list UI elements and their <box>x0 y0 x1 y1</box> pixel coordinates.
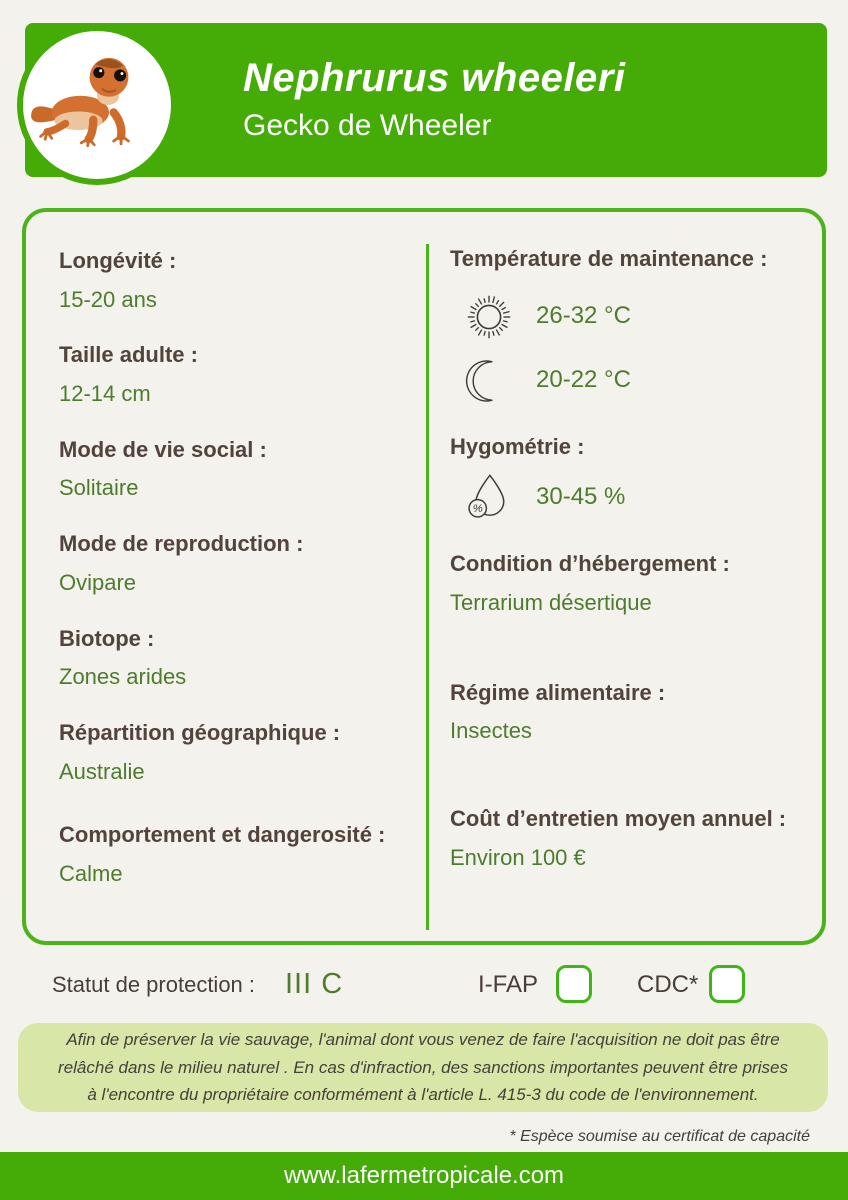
info-label: Longévité : <box>59 248 177 273</box>
info-value: 12-14 cm <box>59 381 151 407</box>
day-temperature-row <box>458 288 816 346</box>
header-text <box>243 56 625 143</box>
info-value: Calme <box>59 860 123 886</box>
protection-row <box>0 962 848 1010</box>
ifap-checkbox[interactable] <box>556 965 592 1003</box>
info-value: Australie <box>59 758 145 784</box>
sun-icon <box>458 288 520 346</box>
night-temperature-row <box>458 356 816 406</box>
housing-label: Condition d’hébergement : <box>450 551 730 577</box>
species-common-name: Gecko de Wheeler <box>243 109 492 142</box>
protection-status-label: Statut de protection : <box>52 972 256 997</box>
info-value: Solitaire <box>59 475 139 501</box>
info-value: 15-20 ans <box>59 286 157 312</box>
disclaimer-text: Afin de préserver la vie sauvage, l'animal dont vous venez de faire l'acquisition ne doit pas être relâché dans le milieu naturel . En cas d'infraction, des sanctions importantes peuvent être prises à l'encontre du propriétaire conformément à l'article L. 415-3 du code de l'environnement. <box>58 1030 788 1105</box>
disclaimer-box <box>18 1023 828 1112</box>
info-label: Taille adulte : <box>59 342 198 368</box>
night-temperature-value: 20-22 °C <box>536 366 631 394</box>
info-item-housing <box>450 549 816 617</box>
info-item-longevity <box>59 246 409 314</box>
protection-status-value: III C <box>285 968 344 1000</box>
info-label: Biotope : <box>59 625 155 651</box>
capacity-certificate-footnote: * Espèce soumise au certificat de capacité <box>509 1128 810 1145</box>
right-column <box>450 244 816 899</box>
column-divider <box>426 244 429 930</box>
cdc-checkbox[interactable] <box>709 965 745 1003</box>
day-temperature-value: 26-32 °C <box>536 302 631 330</box>
info-label: Mode de reproduction : <box>59 531 304 557</box>
info-label: Répartition géographique : <box>59 719 341 745</box>
diet-value: Insectes <box>450 718 532 744</box>
gecko-photo <box>23 30 171 180</box>
info-item-behaviour <box>59 820 409 888</box>
cost-label: Coût d’entretien moyen annuel : <box>450 806 787 832</box>
info-item-social-mode <box>59 435 409 503</box>
diet-label: Régime alimentaire : <box>450 679 666 705</box>
info-value: Ovipare <box>59 569 137 595</box>
info-item-geographic-range <box>59 718 409 786</box>
info-item-diet <box>450 678 816 746</box>
footer-bar <box>0 1152 848 1200</box>
hygrometry-value: 30-45 % <box>536 483 626 511</box>
info-item-reproduction <box>59 529 409 597</box>
species-photo-frame <box>17 25 177 185</box>
info-label: Mode de vie social : <box>59 436 267 462</box>
hygrometry-row <box>458 471 816 523</box>
info-item-biotope <box>59 624 409 692</box>
info-item-adult-size <box>59 340 409 408</box>
cost-value: Environ 100 € <box>450 844 586 870</box>
info-value: Zones arides <box>59 664 187 690</box>
moon-icon <box>458 356 520 406</box>
housing-value: Terrarium désertique <box>450 590 652 616</box>
left-column <box>59 246 409 915</box>
temperature-label: Température de maintenance : <box>450 246 768 271</box>
svg-text:%: % <box>472 503 483 516</box>
ifap-label: I-FAP <box>478 971 539 998</box>
footer-url[interactable]: www.lafermetropicale.com <box>283 1162 565 1189</box>
hygrometry-label: Hygométrie : <box>450 433 585 459</box>
species-title: Nephrurus wheeleri <box>243 56 626 100</box>
info-card <box>22 208 826 945</box>
info-label: Comportement et dangerosité : <box>59 822 386 848</box>
droplet-percent-icon <box>458 471 520 523</box>
info-item-annual-cost <box>450 804 816 872</box>
cdc-label: CDC* <box>637 971 699 998</box>
